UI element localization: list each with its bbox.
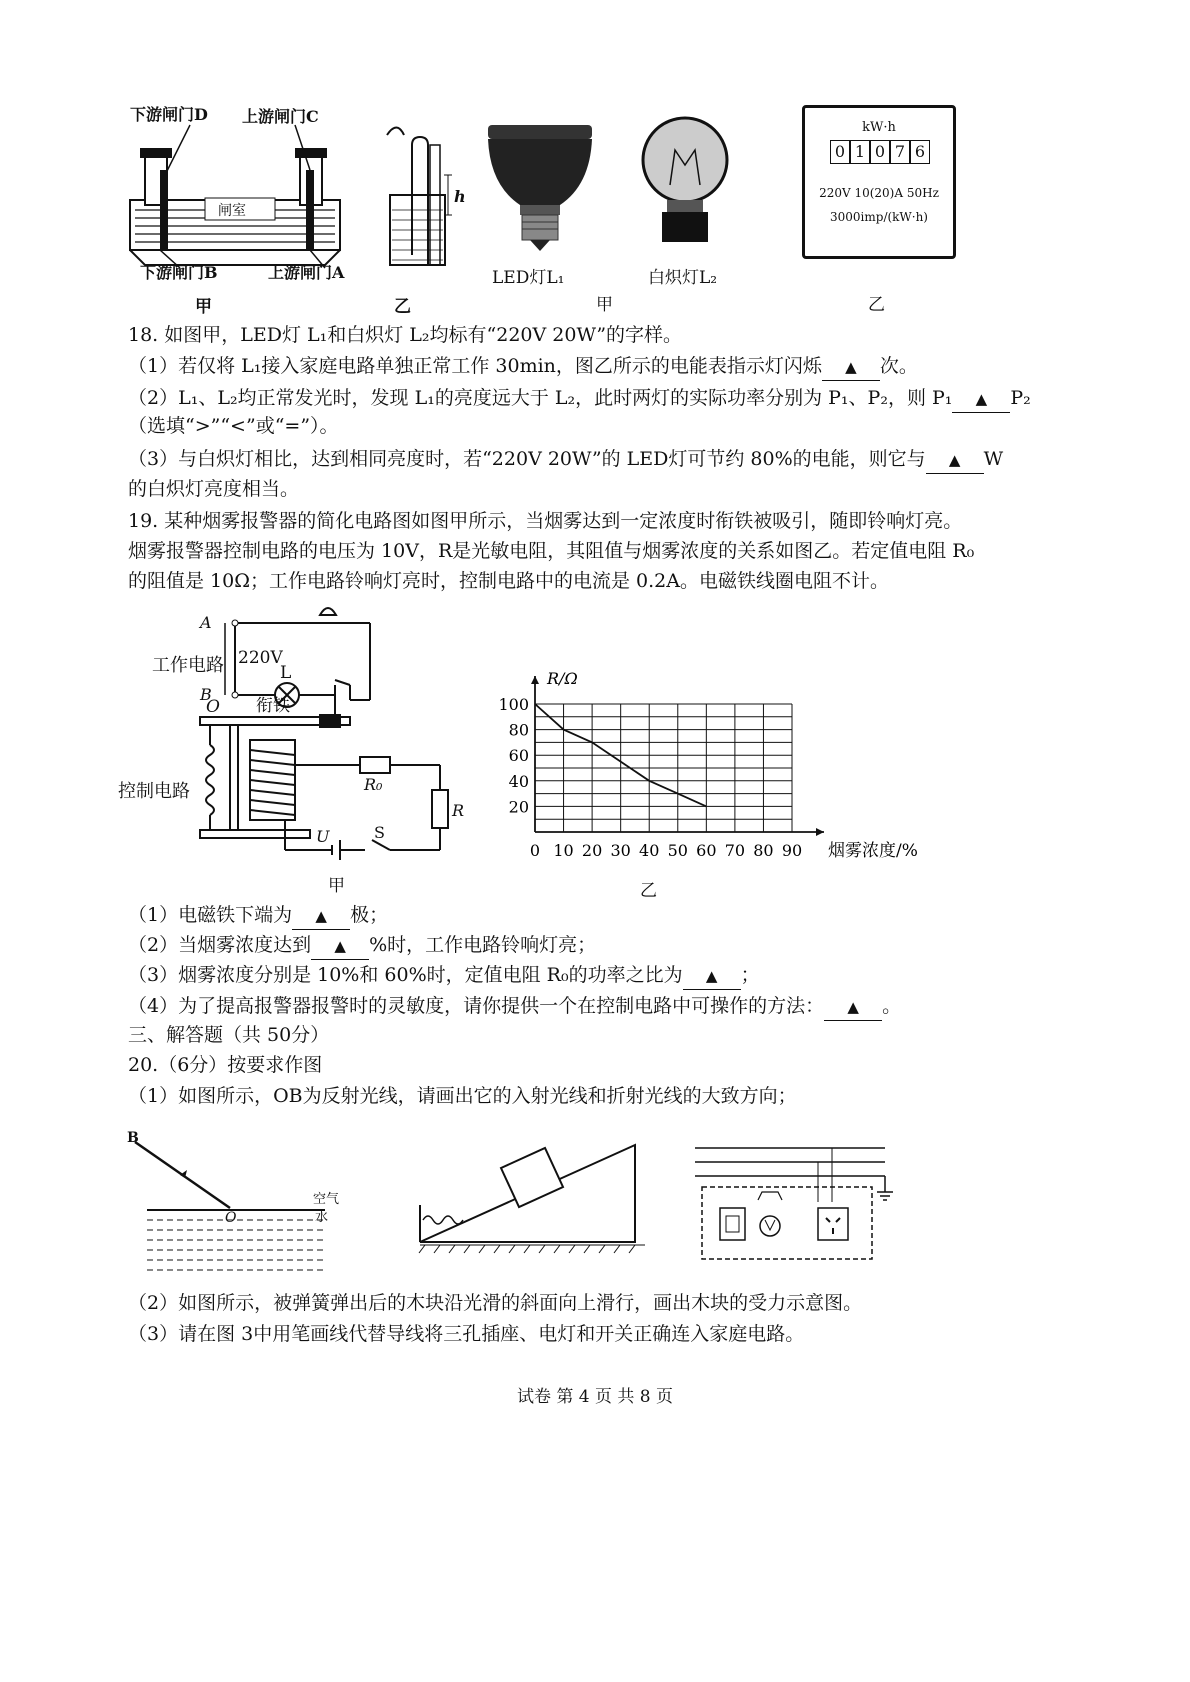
- q19-part1-text: （1）电磁铁下端为: [128, 904, 293, 926]
- label-incandescent: 白炽灯L₂: [648, 268, 718, 288]
- label-down-gate-d: 下游闸门D: [130, 105, 208, 124]
- q19-stem-2: 烟雾报警器控制电路的电压为 10V，R是光敏电阻，其阻值与烟雾浓度的关系如图乙。若定值电阻 R₀: [128, 540, 975, 562]
- led-bulb-icon: [480, 105, 600, 255]
- label-led: LED灯L₁: [492, 268, 565, 288]
- q19-part4-tail: 。: [882, 995, 902, 1017]
- meter-unit: kW·h: [862, 120, 896, 135]
- blank-mark: ▲: [847, 998, 859, 1016]
- q18-part3-text: （3）与白炽灯相比，达到相同亮度时，若“220V 20W”的 LED灯可节约 80%的电能，则它与: [128, 448, 926, 470]
- blank-mark: ▲: [705, 967, 718, 985]
- photoresistor-r-label: R: [452, 801, 465, 820]
- answer-blank[interactable]: [822, 353, 880, 381]
- working-circuit-label: 工作电路: [152, 655, 224, 676]
- label-down-gate-b: 下游闸门B: [140, 263, 218, 282]
- y-tick-label: 20: [508, 797, 529, 817]
- meter-digit: 0: [830, 140, 850, 164]
- source-u-label: U: [316, 827, 330, 846]
- x-tick-label: 40: [639, 841, 660, 860]
- q18-part2: [128, 385, 1031, 413]
- q20-stem: 20.（6分）按要求作图: [128, 1054, 323, 1076]
- x-tick-label: 0: [529, 841, 541, 860]
- meter-spec: 220V 10(20)A 50Hz: [819, 186, 939, 200]
- switch-s-label: S: [374, 823, 385, 842]
- x-tick-label: 10: [553, 841, 574, 860]
- chart-caption: 乙: [640, 881, 657, 901]
- label-up-gate-a: 上游闸门A: [268, 263, 345, 282]
- q18-part3-unit: W: [983, 448, 1004, 470]
- y-axis-arrow: [531, 676, 539, 684]
- led-bulb-figure: [480, 105, 600, 288]
- caption-circuit: 甲: [328, 876, 345, 896]
- label-water: 水: [315, 1210, 329, 1225]
- blank-mark: ▲: [334, 937, 346, 955]
- y-tick-label: 80: [508, 720, 529, 740]
- x-tick-label: 60: [696, 841, 717, 860]
- energy-meter: [802, 105, 956, 259]
- q18-part1-text: （1）若仅将 L₁接入家庭电路单独正常工作 30min，图乙所示的电能表指示灯闪烁: [128, 355, 822, 377]
- answer-blank[interactable]: [683, 962, 741, 990]
- reflection-figure: [125, 1130, 365, 1280]
- q19-part4-text: （4）为了提高报警器报警时的灵敏度，请你提供一个在控制电路中可操作的方法：: [128, 995, 825, 1017]
- q20-part2: （2）如图所示，被弹簧弹出后的木块沿光滑的斜面向上滑行，画出木块的受力示意图。: [128, 1292, 863, 1314]
- y-tick-label: 60: [508, 746, 529, 766]
- voltage-220v: 220V: [238, 648, 283, 668]
- q19-part3-text: （3）烟雾浓度分别是 10%和 60%时，定值电阻 R₀的功率之比为: [128, 964, 683, 986]
- q19-part1: [128, 902, 388, 930]
- x-tick-label: 30: [610, 841, 631, 860]
- label-air: 空气: [313, 1192, 340, 1207]
- resistor-r0-label: R₀: [364, 775, 383, 794]
- household-circuit-figure: [690, 1140, 910, 1270]
- q18-part2-options: （选填“>”“<”或“=”）。: [128, 415, 339, 437]
- q18-part2-text: （2）L₁、L₂均正常发光时，发现 L₁的亮度远大于 L₂，此时两灯的实际功率分别为 P₁、P₂，则 P₁: [128, 387, 953, 409]
- ship-lock-figure: [120, 100, 360, 317]
- q20-part3: （3）请在图 3中用笔画线代替导线将三孔插座、电灯和开关正确连入家庭电路。: [128, 1323, 805, 1345]
- point-o: O: [225, 1210, 237, 1226]
- meter-digit: 0: [870, 140, 890, 164]
- resistance-chart: [490, 660, 930, 900]
- resistance-chart-svg: [490, 660, 930, 900]
- meter-digits: [830, 140, 930, 164]
- x-axis-arrow: [816, 828, 824, 836]
- blank-mark: ▲: [845, 358, 857, 376]
- control-circuit-label: 控制电路: [118, 781, 190, 802]
- caption-lamps: 甲: [596, 295, 613, 315]
- answer-blank[interactable]: [824, 993, 882, 1021]
- q19-part2: [128, 932, 596, 960]
- label-lock-chamber: 闸室: [218, 203, 246, 219]
- armature-label: 衔铁: [256, 696, 290, 716]
- pivot-o: O: [206, 697, 220, 717]
- lamp-label: L: [280, 663, 292, 683]
- answer-blank[interactable]: [292, 902, 350, 930]
- caption-meter: 乙: [868, 295, 885, 315]
- x-tick-label: 20: [581, 841, 603, 860]
- caption-lock: 甲: [195, 297, 212, 317]
- q19-part4: [128, 993, 901, 1021]
- household-circuit-drawing: [690, 1140, 910, 1270]
- incandescent-bulb-figure: [630, 105, 740, 288]
- caption-tube: 乙: [394, 297, 411, 317]
- q19-part3-tail: ；: [740, 964, 760, 986]
- q19-stem-1: 19. 某种烟雾报警器的简化电路图如图甲所示，当烟雾达到一定浓度时衔铁被吸引，随即铃响灯亮。: [128, 510, 963, 532]
- meter-digit: 7: [890, 140, 910, 164]
- alarm-circuit-drawing: [110, 595, 480, 895]
- alarm-circuit-figure: [110, 595, 480, 895]
- meter-imp: 3000imp/(kW·h): [830, 210, 928, 224]
- meter-digit: 1: [850, 140, 870, 164]
- q20-part1: （1）如图所示，OB为反射光线，请画出它的入射光线和折射光线的大致方向；: [128, 1085, 797, 1107]
- terminal-a: A: [200, 613, 212, 632]
- x-tick-label: 70: [724, 841, 746, 860]
- terminal-b: B: [200, 685, 212, 704]
- x-tick-label: 90: [781, 841, 803, 860]
- q19-stem-3: 的阻值是 10Ω；工作电路铃响灯亮时，控制电路中的电流是 0.2A。电磁铁线圈电阻不计。: [128, 570, 889, 592]
- incline-drawing: [415, 1135, 655, 1260]
- q19-part3: [128, 962, 760, 990]
- q19-part2-text: （2）当烟雾浓度达到: [128, 934, 312, 956]
- page-footer: 试卷 第 4 页 共 8 页: [516, 1387, 674, 1407]
- q18-part1-tail: 次。: [879, 355, 918, 377]
- x-tick-label: 80: [753, 841, 774, 860]
- answer-blank[interactable]: [926, 446, 984, 474]
- section-3-title: 三、解答题（共 50分）: [128, 1024, 330, 1046]
- q19-part1-tail: 极；: [350, 904, 389, 926]
- q19-part2-tail: %时，工作电路铃响灯亮；: [369, 934, 597, 956]
- q18-part3: [128, 446, 1003, 474]
- meter-digit-decimal: 6: [910, 140, 930, 164]
- label-up-gate-c: 上游闸门C: [242, 107, 319, 126]
- y-tick-label: 40: [508, 771, 529, 791]
- q18-part2-tail: P₂: [1010, 387, 1031, 409]
- answer-blank[interactable]: [952, 385, 1010, 413]
- x-axis-label: 烟雾浓度/%: [828, 841, 918, 861]
- blank-mark: ▲: [315, 907, 327, 925]
- q18-stem: 18. 如图甲，LED灯 L₁和白炽灯 L₂均标有“220V 20W”的字样。: [128, 324, 683, 346]
- label-h: h: [454, 187, 466, 206]
- blank-mark: ▲: [948, 451, 961, 469]
- ray-point-b: B: [127, 1130, 139, 1146]
- q18-part1: [128, 353, 918, 381]
- incline-figure: [415, 1135, 655, 1260]
- liquid-tube-figure: [382, 115, 472, 315]
- blank-mark: ▲: [975, 390, 988, 408]
- x-tick-label: 50: [667, 841, 688, 860]
- answer-blank[interactable]: [311, 932, 369, 960]
- q18-part3-tail: 的白炽灯亮度相当。: [128, 478, 300, 500]
- incandescent-bulb-icon: [630, 105, 740, 255]
- y-axis-label: R/Ω: [547, 669, 578, 688]
- y-tick-label: 100: [498, 695, 529, 714]
